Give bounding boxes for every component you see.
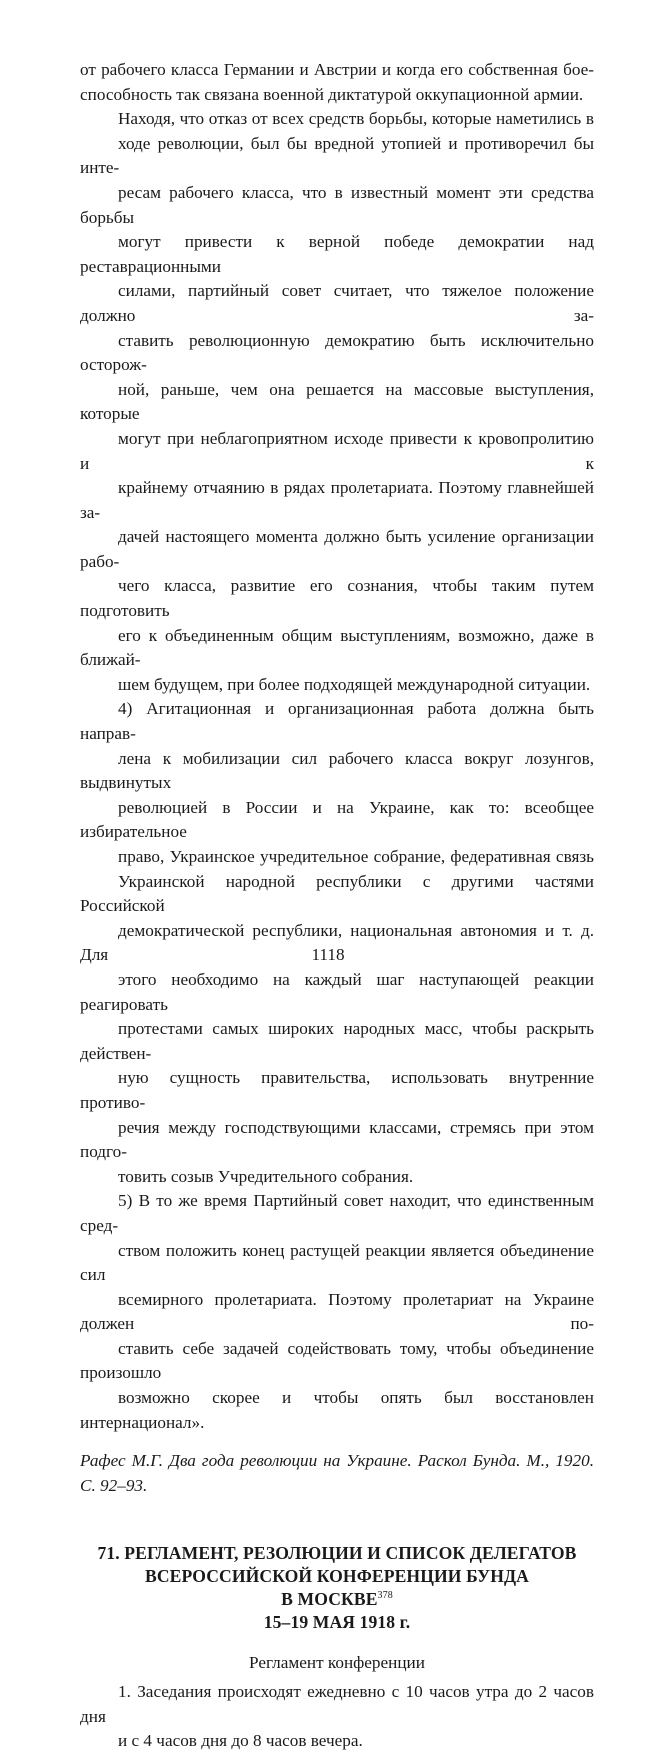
source-citation xyxy=(80,1449,594,1498)
paragraph-point-5 xyxy=(80,1189,594,1435)
heading-date: 15–19 МАЯ 1918 г. xyxy=(263,1612,411,1633)
page-number: 1118 xyxy=(311,945,345,964)
text-line: способность так связана военной диктатурой оккупационной армии. xyxy=(80,84,584,104)
text-line: 5) В то же время Партийный совет находит, что единственным сред- xyxy=(80,1191,594,1235)
text-line: ством положить конец растущей реакции является объединение сил xyxy=(80,1240,594,1285)
text-line: революцией в России и на Украине, как то: всеобщее избирательное xyxy=(80,797,594,842)
text-line: Находя, что отказ от всех средств борьбы, которые наметились в xyxy=(118,109,594,129)
text-line: его к объединенным общим выступлениям, возможно, даже в ближай- xyxy=(80,625,594,670)
text-line: возможно скорее и чтобы опять был восстановлен интернационал». xyxy=(80,1388,594,1432)
text-line: ной, раньше, чем она решается на массовые выступления, которые xyxy=(80,379,594,424)
paragraph-continuation xyxy=(80,58,594,107)
text-line: ставить революционную демократию быть исключительно осторож- xyxy=(80,330,594,375)
text-line: 1. Заседания происходят ежедневно с 10 часов утра до 2 часов дня xyxy=(80,1682,594,1726)
text-line: от рабочего класса Германии и Австрии и когда его собственная бое- xyxy=(80,60,594,79)
text-line: дачей настоящего момента должно быть усиление организации рабо- xyxy=(80,527,594,571)
text-line: ставить себе задачей содействовать тому, чтобы объединение произошло xyxy=(80,1338,594,1383)
text-line: ходе революции, был бы вредной утопией и противоречил бы инте- xyxy=(80,133,594,178)
text-line: товить созыв Учредительного собрания. xyxy=(118,1166,414,1186)
text-line: силами, партийный совет считает, что тяжелое положение должно за- xyxy=(80,281,594,325)
section-heading xyxy=(80,1542,594,1634)
subheading: Регламент конференции xyxy=(249,1653,425,1673)
citation-line: Рафес М.Г. Два года революции на Украине. Раскол Бунда. М., 1920. xyxy=(80,1451,594,1471)
text-line: ную сущность правительства, использовать внутренние противо- xyxy=(80,1068,594,1112)
citation-line: С. 92–93. xyxy=(80,1475,148,1495)
text-line: 4) Агитационная и организационная работа должна быть направ- xyxy=(80,699,594,744)
heading-line-with-footnote xyxy=(80,1588,594,1611)
text-line: и с 4 часов дня до 8 часов вечера. xyxy=(118,1731,363,1751)
text-line: шем будущем, при более подходящей международной ситуации. xyxy=(118,674,591,694)
text-line: могут привести к верной победе демократии над реставрационными xyxy=(80,232,594,276)
text-line: демократической республики, национальная автономия и т. д. Для xyxy=(80,920,594,965)
heading-line: ВСЕРОССИЙСКОЙ КОНФЕРЕНЦИИ БУНДА xyxy=(145,1566,529,1587)
text-line: ресам рабочего класса, что в известный момент эти средства борьбы xyxy=(80,182,594,227)
text-line: право, Украинское учредительное собрание, федеративная связь xyxy=(118,847,594,866)
paragraph-party-council xyxy=(80,107,594,697)
text-line: этого необходимо на каждый шаг наступающей реакции реагировать xyxy=(80,969,594,1014)
text-line: чего класса, развитие его сознания, чтобы таким путем подготовить xyxy=(80,576,594,621)
text-line: всемирного пролетариата. Поэтому пролетариат на Украине должен по- xyxy=(80,1289,594,1334)
footnote-reference[interactable]: 378 xyxy=(377,1590,393,1602)
heading-line: 71. РЕГЛАМЕНТ, РЕЗОЛЮЦИИ И СПИСОК ДЕЛЕГАТОВ xyxy=(97,1543,577,1564)
text-line: речия между господствующими классами, стремясь при этом подго- xyxy=(80,1117,594,1162)
text-line: крайнему отчаянию в рядах пролетариата. Поэтому главнейшей за- xyxy=(80,478,594,522)
text-line: протестами самых широких народных масс, чтобы раскрыть действен- xyxy=(80,1019,594,1063)
text-line: могут при неблагоприятном исходе привести к кровопролитию и к xyxy=(80,428,594,473)
page-content xyxy=(80,58,594,1754)
paragraph-rule-1 xyxy=(80,1680,594,1754)
resolution-text xyxy=(80,58,594,1435)
heading-line: В МОСКВЕ xyxy=(281,1589,378,1610)
text-line: лена к мобилизации сил рабочего класса вокруг лозунгов, выдвинутых xyxy=(80,748,594,793)
text-line: Украинской народной республики с другими частями Российской xyxy=(80,871,594,916)
